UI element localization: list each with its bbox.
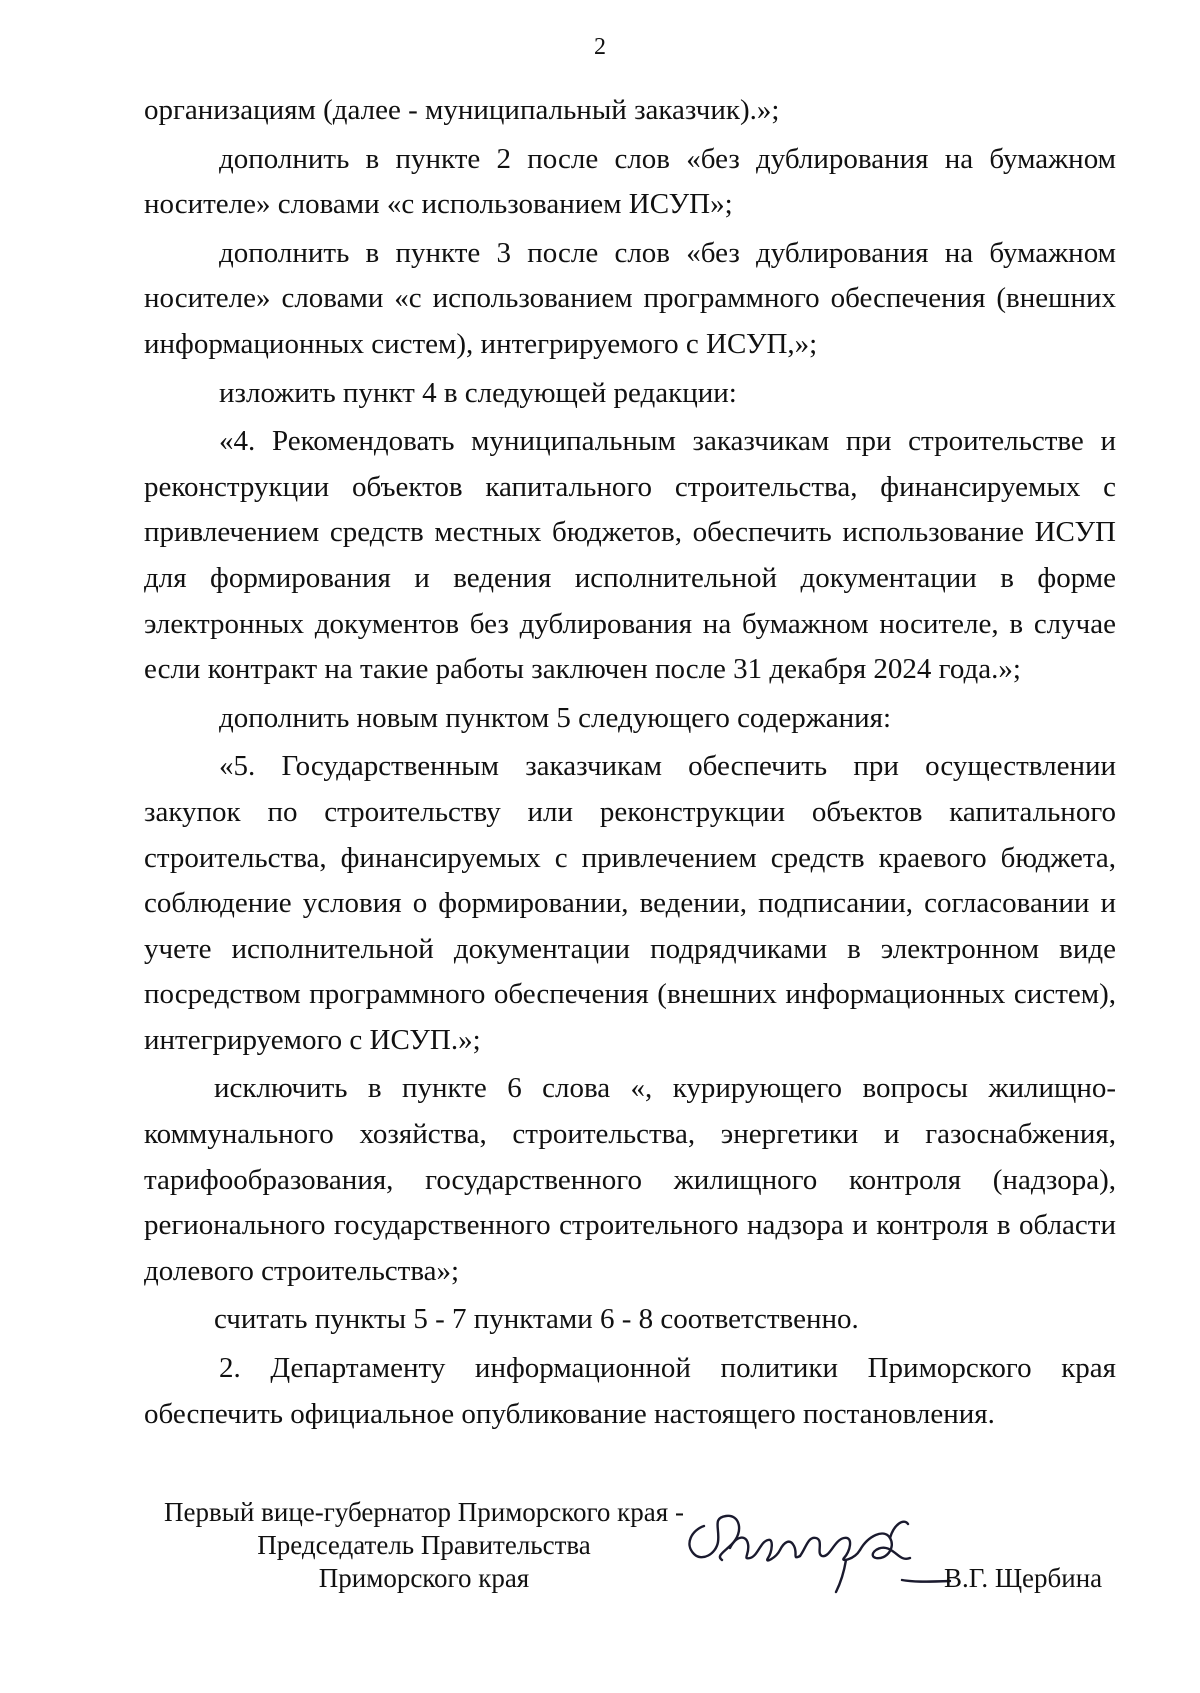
signature-block <box>144 1496 1116 1626</box>
handwritten-signature <box>664 1488 954 1598</box>
signatory-title-line: Председатель Правительства <box>257 1530 591 1560</box>
paragraph-item-4-text: «4. Рекомендовать муниципальным заказчикам при строительстве и реконструкции объектов капитального строительства, финансируемых с привлечением средств местных бюджетов, обеспечить использование ИСУП для формирования и ведения исполнительной документации в форме электронных документов без дублирования на бумажном носителе, в случае если контракт на такие работы заключен после 31 декабря 2024 года.»; <box>144 425 1116 686</box>
document-body <box>144 88 1116 1437</box>
paragraph-amend-item-3: дополнить в пункте 3 после слов «без дублирования на бумажном носителе» словами «с использованием программного обеспечения (внешних информационных систем), интегрируемого с ИСУП,»; <box>144 236 1116 360</box>
paragraph-item-5-text: «5. Государственным заказчикам обеспечить при осуществлении закупок по строительству или реконструкции объектов капитального строительства, финансируемых с привлечением средств краевого бюджета, соблюдение условия о формировании, ведении, подписании, согласовании и учете исполнительной документации подрядчиками в электронном виде посредством программного обеспечения (внешних информационных систем), интегрируемого с ИСУП.»; <box>144 750 1116 1056</box>
paragraph-exclude-item-6: исключить в пункте 6 слова «, курирующего вопросы жилищно-коммунального хозяйства, строительства, энергетики и газоснабжения, тарифообразования, государственного жилищного контроля (надзора), регионального государственного строительного надзора и контроля в области долевого строительства»; <box>144 1072 1116 1287</box>
paragraph-renumber: считать пункты 5 - 7 пунктами 6 - 8 соответственно. <box>214 1303 859 1336</box>
signatory-title-line: Первый вице-губернатор Приморского края - <box>164 1497 684 1527</box>
paragraph-add-item-5: дополнить новым пунктом 5 следующего содержания: <box>219 701 892 734</box>
signatory-name: В.Г. Щербина <box>944 1563 1103 1593</box>
paragraph-restate-item-4: изложить пункт 4 в следующей редакции: <box>219 376 737 409</box>
paragraph-amend-item-2: дополнить в пункте 2 после слов «без дублирования на бумажном носителе» словами «с использованием ИСУП»; <box>144 142 1116 221</box>
paragraph-publication: 2. Департаменту информационной политики Приморского края обеспечить официальное опубликование настоящего постановления. <box>144 1352 1116 1430</box>
signatory-title-line: Приморского края <box>318 1563 530 1593</box>
signatory-title <box>144 1496 704 1595</box>
page-number: 2 <box>594 34 606 60</box>
paragraph-continuation: организациям (далее - муниципальный заказчик).»; <box>144 94 780 126</box>
